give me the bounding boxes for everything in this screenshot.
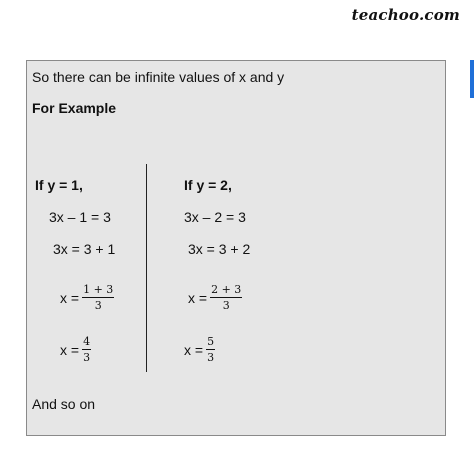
left-fraction-2 xyxy=(60,335,91,364)
left-fraction-1-prefix: x = xyxy=(60,289,80,306)
right-fraction-1-denominator: 3 xyxy=(222,299,230,312)
content-panel xyxy=(26,60,446,436)
left-equation-2: 3x = 3 + 1 xyxy=(53,241,116,257)
left-fraction-2-value xyxy=(82,335,91,364)
teachoo-logo: teachoo.com xyxy=(351,6,460,24)
right-equation-2: 3x = 3 + 2 xyxy=(188,241,251,257)
column-divider xyxy=(146,164,147,372)
accent-bar xyxy=(470,60,474,98)
right-fraction-2-numerator: 5 xyxy=(207,335,215,348)
intro-text: So there can be infinite values of x and y xyxy=(32,69,285,85)
right-fraction-2-prefix: x = xyxy=(184,341,204,358)
left-fraction-2-denominator: 3 xyxy=(83,351,91,364)
right-fraction-1 xyxy=(188,283,242,312)
right-fraction-1-prefix: x = xyxy=(188,289,208,306)
left-fraction-2-numerator: 4 xyxy=(83,335,91,348)
right-fraction-2-value xyxy=(206,335,215,364)
right-fraction-2 xyxy=(184,335,215,364)
left-fraction-1-numerator: 1 + 3 xyxy=(83,283,114,296)
right-fraction-1-value xyxy=(210,283,242,312)
left-heading: If y = 1, xyxy=(35,177,83,193)
left-equation-1: 3x – 1 = 3 xyxy=(49,209,111,225)
example-heading: For Example xyxy=(32,100,117,116)
left-fraction-1 xyxy=(60,283,114,312)
left-fraction-1-denominator: 3 xyxy=(94,299,102,312)
right-fraction-2-denominator: 3 xyxy=(207,351,215,364)
conclusion-text: And so on xyxy=(32,396,96,412)
left-fraction-1-value xyxy=(82,283,114,312)
right-heading: If y = 2, xyxy=(184,177,232,193)
right-fraction-1-numerator: 2 + 3 xyxy=(211,283,242,296)
right-equation-1: 3x – 2 = 3 xyxy=(184,209,246,225)
left-fraction-2-prefix: x = xyxy=(60,341,80,358)
